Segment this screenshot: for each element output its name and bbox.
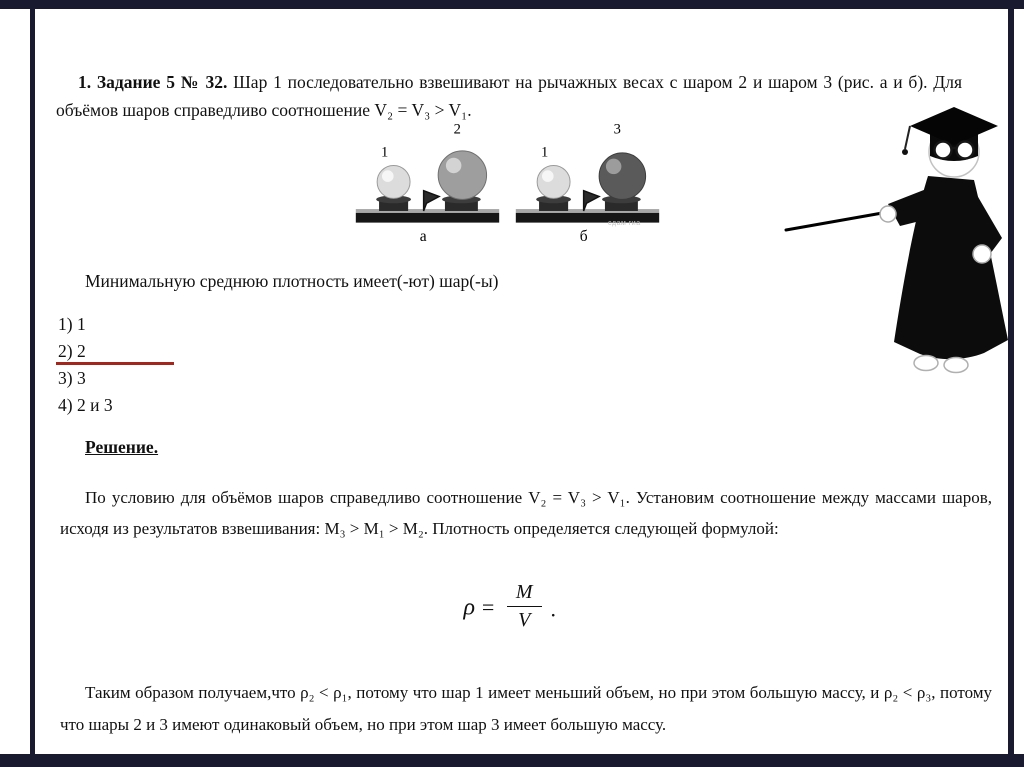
scale-a-base — [356, 213, 499, 223]
scale-b-illustration — [510, 112, 665, 247]
ball-1b-label: 1 — [541, 144, 549, 161]
teacher-illustration — [778, 92, 1018, 382]
ball-1b-highlight — [542, 170, 554, 182]
solution-heading: Решение. — [85, 437, 159, 457]
pointer-stick — [786, 212, 888, 230]
rho-symbol: ρ — [463, 594, 475, 621]
watermark: сдам гиа — [608, 220, 641, 227]
ball-3-highlight — [606, 159, 622, 175]
cap-tassel — [905, 126, 910, 149]
solution-paragraph-1: По условию для объёмов шаров справедливо соотношение V₂ = V₃ > V₁. Установим соотношение между массами шаров, исходя из результатов взвешивания: M₃ > M₁ > M₂. Плотность определяется следующей формулой: — [60, 488, 992, 538]
ball-2-label: 2 — [453, 121, 461, 138]
task-number: 1. Задание 5 № 32. — [78, 71, 228, 92]
solution-paragraph-2: Таким образом получаем,что ρ₂ < ρ₁, потому что шар 1 имеет меньший объем, но при этом большую массу, и ρ₂ < ρ₃, потому что шары 2 и 3 имеют одинаковый объем, но при этом шар 3 имеет большую массу. — [60, 683, 992, 735]
scale-a-pointer — [424, 191, 440, 211]
formula-period: . — [551, 596, 557, 622]
formula-numerator: M — [515, 581, 533, 603]
scale-a-illustration — [350, 112, 505, 247]
ball-1-label: 1 — [381, 144, 389, 161]
fraction — [507, 580, 542, 633]
correct-answer-underline — [56, 362, 174, 365]
equals-sign: = — [480, 594, 496, 620]
option-4: 4) 2 и 3 — [58, 395, 113, 415]
volume-relation: V₂ = V₃ > V₁. — [374, 99, 472, 120]
ball-1-highlight — [382, 170, 394, 182]
right-foot — [944, 358, 968, 373]
glasses-right-lens — [957, 142, 974, 159]
density-formula — [35, 580, 985, 639]
caption-b: б — [579, 228, 588, 246]
option-2: 2) 2 — [58, 341, 86, 361]
frame-left-border — [30, 9, 35, 754]
option-3: 3) 3 — [58, 368, 86, 388]
scale-b-pointer — [584, 191, 600, 211]
ball-1 — [377, 165, 410, 198]
task-text: Шар 1 последовательно взвешивают на рычажных весах с шаром 2 и шаром 3 (рис. а и б). Для объёмов шаров справедливо соотношение — [56, 71, 963, 120]
ball-1b — [537, 165, 570, 198]
answer-options — [58, 311, 113, 419]
glasses-left-lens — [935, 142, 952, 159]
ball-2-highlight — [446, 158, 462, 174]
cap-tassel-knob — [902, 149, 908, 155]
left-foot — [914, 356, 938, 371]
ball-2 — [438, 151, 486, 199]
ball-3 — [599, 153, 646, 200]
caption-a: а — [419, 228, 427, 246]
option-1: 1) 1 — [58, 314, 86, 334]
formula-denominator: V — [507, 606, 542, 633]
question-text: Минимальную среднюю плотность имеет(-ют) шар(-ы) — [85, 271, 499, 291]
ball-3-label: 3 — [613, 121, 621, 138]
left-hand — [880, 206, 896, 222]
frame-bottom-border — [0, 754, 1024, 767]
frame-top-border — [0, 0, 1024, 9]
graduation-cap-icon — [910, 107, 998, 145]
right-hand — [973, 245, 991, 263]
balance-figure — [350, 112, 680, 252]
